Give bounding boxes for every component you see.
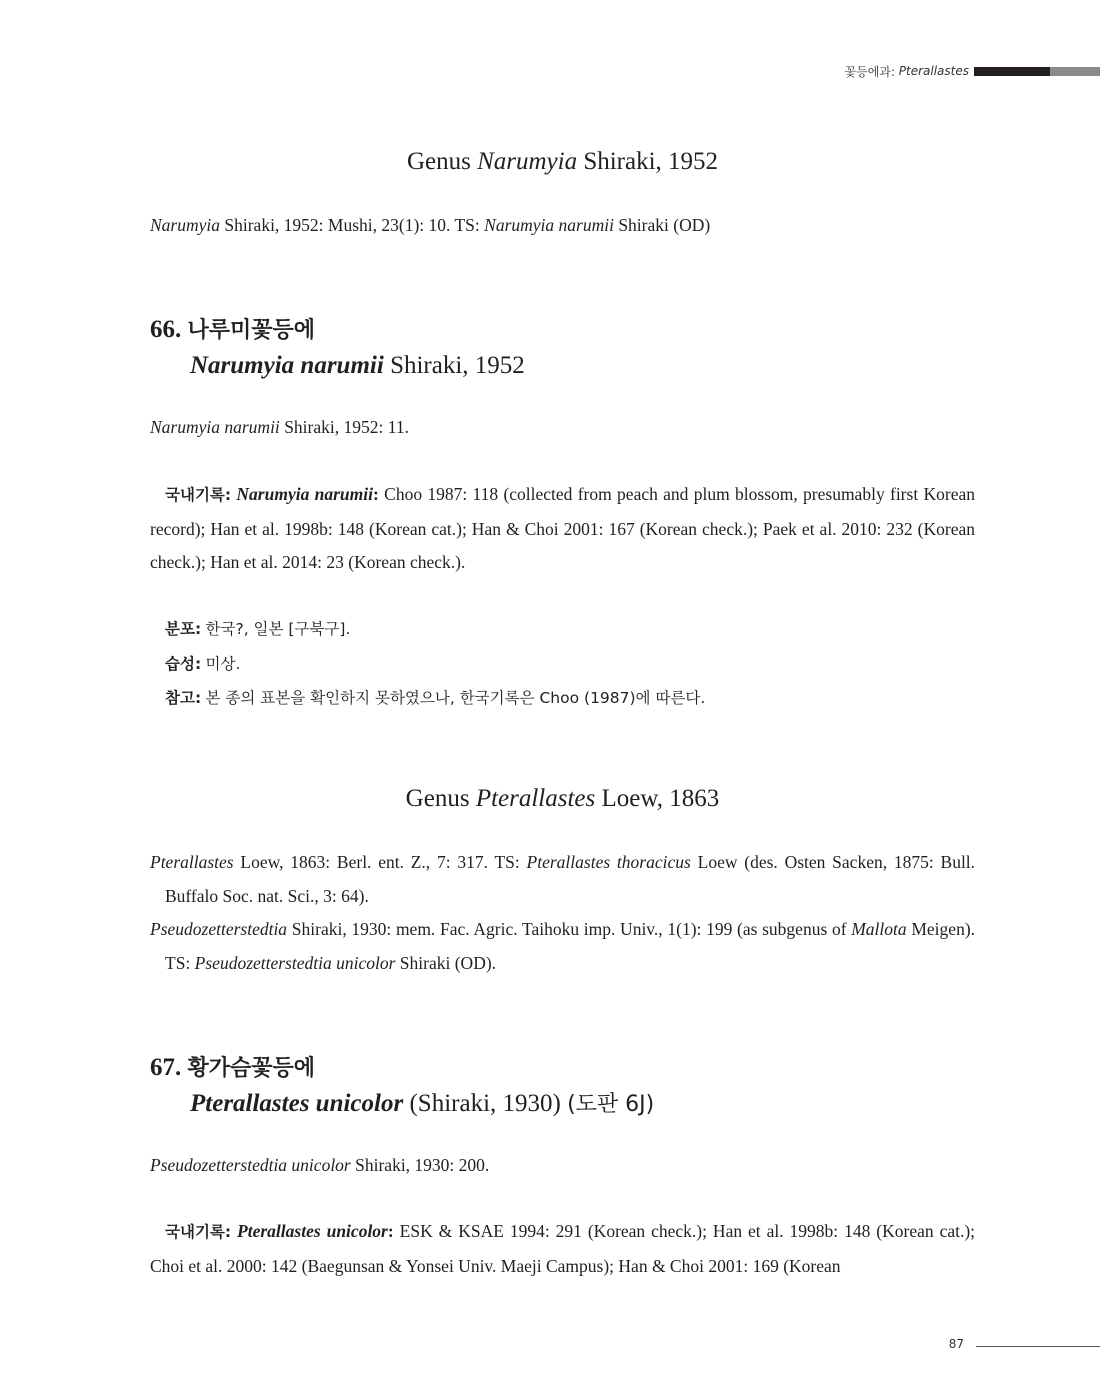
running-head-bar-grey (1050, 67, 1100, 76)
species-citation-67: Pseudozetterstedtia unicolor Shiraki, 1930: 200. (150, 1155, 490, 1175)
page-number: 87 (948, 1337, 964, 1351)
running-head (845, 63, 1100, 79)
running-head-korean: 꽃등에과: (844, 64, 895, 79)
synonym-pseudozetterstedtia: Pseudozetterstedtia Shiraki, 1930: mem. Fac. Agric. Taihoku imp. Univ., 1(1): 199 (as subgenus of Mallota Meigen). TS: Pseudozetterstedtia unicolor Shiraki (OD). (150, 919, 976, 973)
genus-heading-pterallastes: Genus Pterallastes Loew, 1863 (405, 785, 720, 812)
species-info-66 (150, 612, 975, 716)
species-heading-66: 66. 나루미꽃등에 Narumyia narumii Shiraki, 1952 (150, 316, 525, 379)
species-korean-name: 나루미꽃등에 (187, 318, 316, 343)
species-citation-66: Narumyia narumii Shiraki, 1952: 11. (150, 417, 409, 437)
korean-records-67: 국내기록: Pterallastes unicolor: ESK & KSAE 1994: 291 (Korean check.); Han et al. 1998b: 148 (Korean cat.); Choi et al. 2000: 142 (Baegunsan & Yonsei Univ. Maeji Campus); Han & Choi 2001: 169 (Korean (150, 1221, 976, 1276)
distribution: 분포: 한국?, 일본 [구북구]. (165, 620, 351, 638)
habitat: 습성: 미상. (165, 654, 241, 673)
running-head-bar-dark (974, 67, 1050, 76)
species-korean-name: 황가슴꽃등에 (187, 1056, 316, 1081)
korean-records-66: 국내기록: Narumyia narumii: Choo 1987: 118 (collected from peach and plum blossom, presumably first Korean record); Han et al. 1998b: 148 (Korean cat.); Han & Choi 2001: 167 (Korean check.); Paek et al. 2010: 232 (Korean check.); Han et al. 2014: 23 (Korean check.). (150, 484, 975, 572)
running-head-latin: Pterallastes (898, 64, 969, 78)
note: 참고: 본 종의 표본을 확인하지 못하였으나, 한국기록은 Choo (1987)에 따른다. (165, 689, 706, 707)
footer-rule (976, 1346, 1100, 1347)
species-number: 67. (150, 1054, 182, 1081)
species-sci-name: Pterallastes unicolor (190, 1090, 404, 1117)
genus-citation-narumyia: Narumyia Shiraki, 1952: Mushi, 23(1): 10. TS: Narumyia narumii Shiraki (OD) (150, 215, 711, 235)
synonym-pterallastes: Pterallastes Loew, 1863: Berl. ent. Z., 7: 317. TS: Pterallastes thoracicus Loew (des. Osten Sacken, 1875: Bull. Buffalo Soc. nat. Sci., 3: 64). (150, 852, 976, 906)
species-heading-67: 67. 황가슴꽃등에 Pterallastes unicolor (Shiraki, 1930) (도판 6J) (150, 1054, 655, 1117)
page-footer (0, 1337, 1100, 1357)
genus-heading-narumyia: Genus Narumyia Shiraki, 1952 (406, 148, 719, 175)
species-sci-name: Narumyia narumii (190, 352, 384, 379)
species-number: 66. (150, 316, 182, 343)
genus-synonymy-pterallastes (150, 846, 975, 980)
